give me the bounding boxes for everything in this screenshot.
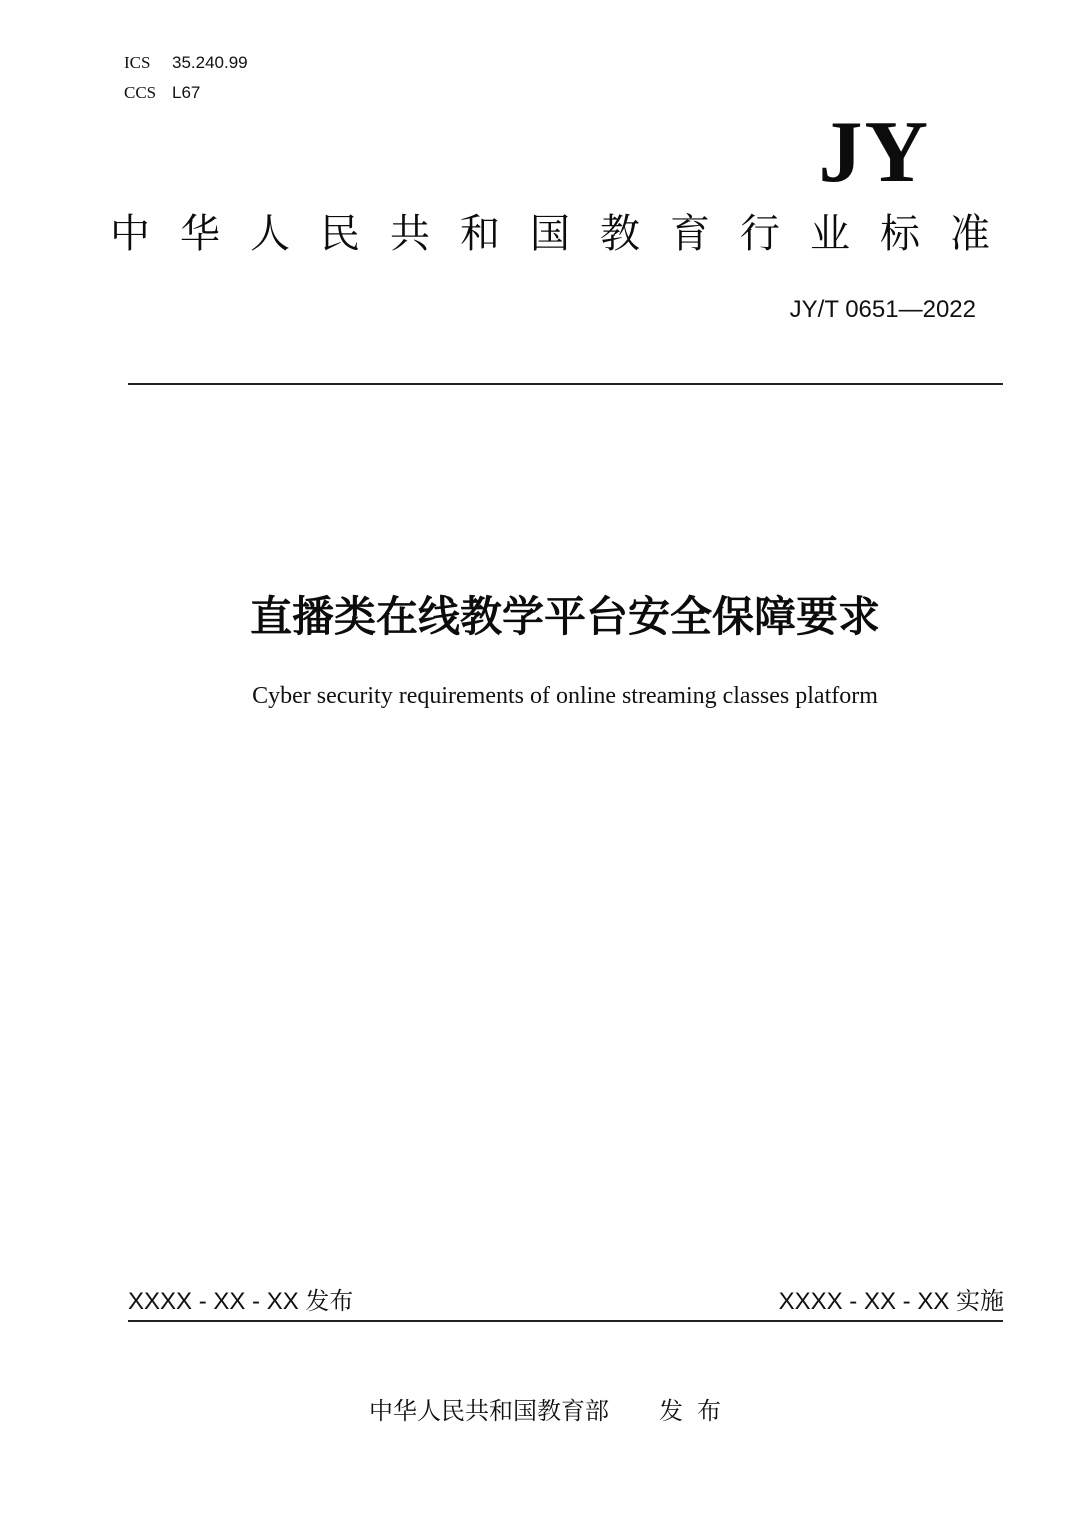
- ccs-label: CCS: [124, 83, 157, 102]
- footer-divider: [128, 1320, 1003, 1322]
- document-title-english: Cyber security requirements of online streaming classes platform: [252, 683, 878, 709]
- implementation-date: XXXX - XX - XX 实施: [778, 1288, 1004, 1315]
- ics-label: ICS: [124, 53, 151, 72]
- publish-action: 发布: [659, 1397, 735, 1425]
- standard-number: JY/T 0651—2022: [789, 296, 976, 323]
- ccs-value: L67: [172, 83, 201, 102]
- publisher-name: 中华人民共和国教育部: [369, 1397, 609, 1425]
- document-title-chinese: 直播类在线教学平台安全保障要求: [249, 592, 880, 641]
- ccs-classification: [124, 82, 200, 104]
- publisher-line: [0, 1394, 1080, 1428]
- ics-value: 35.240.99: [172, 53, 248, 72]
- header-divider: [128, 383, 1003, 385]
- issue-date: XXXX - XX - XX 发布: [128, 1288, 354, 1315]
- jy-logo: JY: [818, 104, 930, 201]
- standard-category-heading: 中华人民共和国教育行业标准: [110, 211, 1020, 257]
- ics-classification: [124, 52, 248, 74]
